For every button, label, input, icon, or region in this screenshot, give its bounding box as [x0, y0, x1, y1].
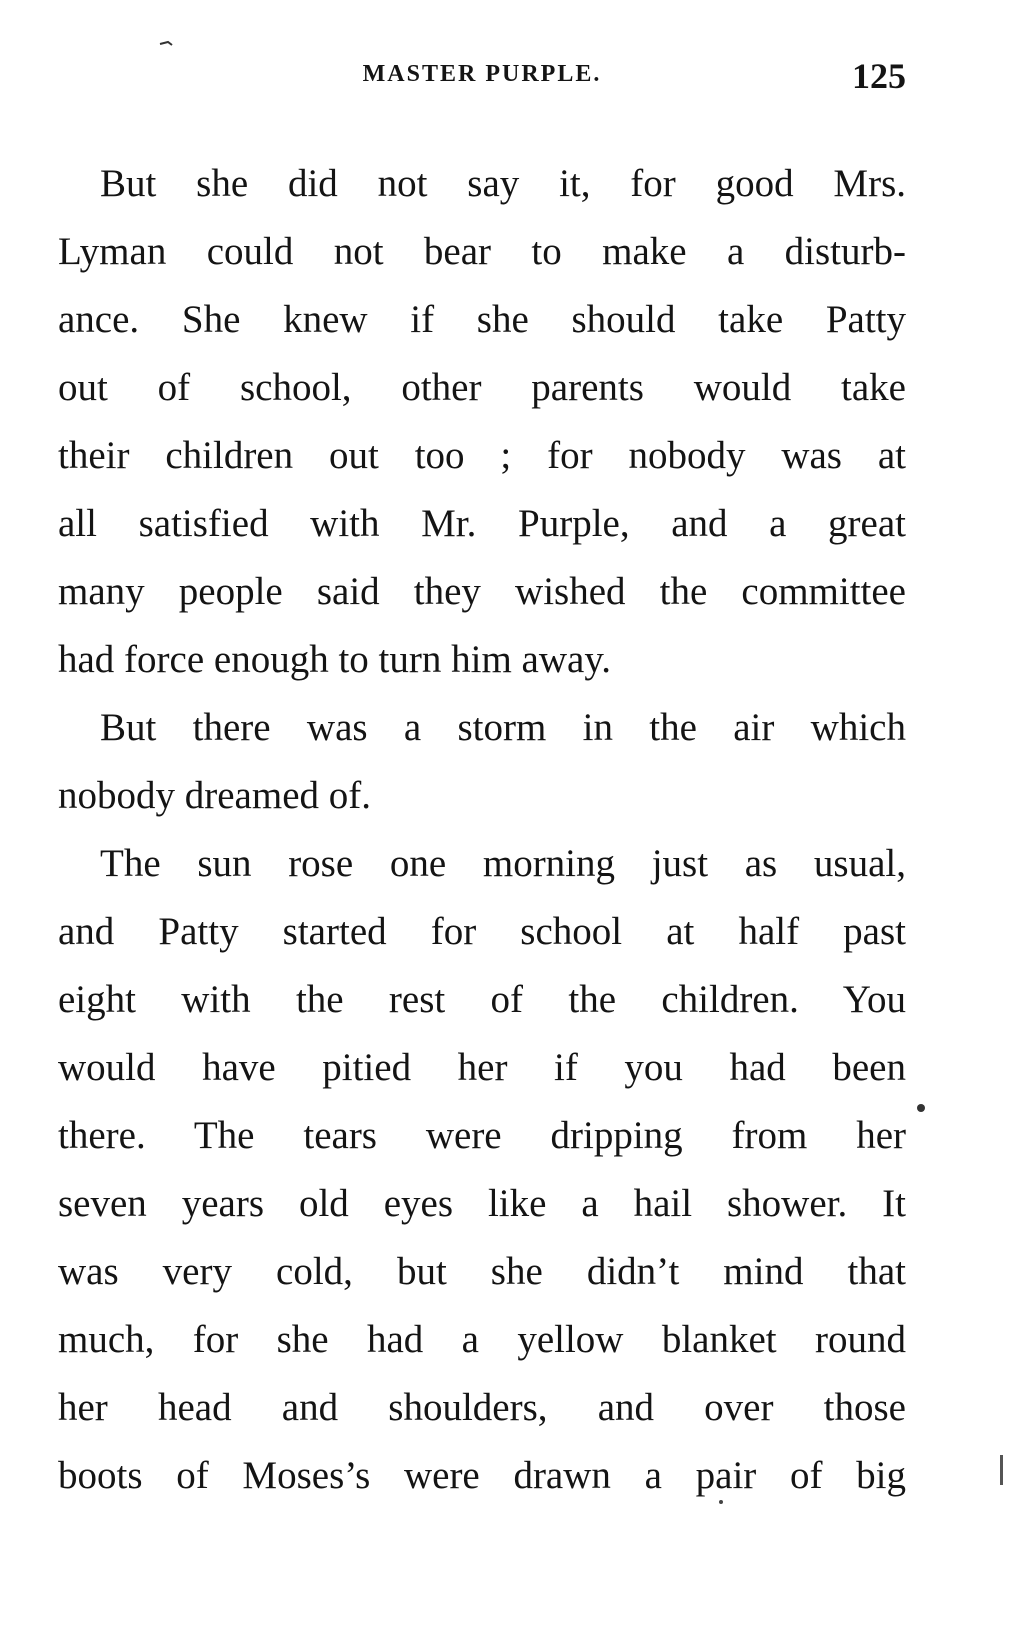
scan-speck	[160, 42, 172, 45]
text-line: many people said they wished the committee	[58, 570, 906, 613]
text-line: ance. She knew if she should take Patty	[58, 298, 906, 341]
text-line: Lyman could not bear to make a disturb-	[58, 230, 906, 273]
text-line: nobody dreamed of.	[58, 774, 371, 817]
text-line: was very cold, but she didn’t mind that	[58, 1250, 906, 1293]
body-text	[58, 150, 906, 1510]
text-line: their children out too ; for nobody was at	[58, 434, 906, 477]
text-line: But she did not say it, for good Mrs.	[100, 162, 906, 205]
running-head	[58, 55, 906, 95]
text-line: much, for she had a yellow blanket round	[58, 1318, 906, 1361]
text-line: eight with the rest of the children. You	[58, 978, 906, 1021]
text-line: her head and shoulders, and over those	[58, 1386, 906, 1429]
text-line: seven years old eyes like a hail shower. It	[58, 1182, 906, 1225]
page-number: 125	[852, 56, 906, 96]
text-line: The sun rose one morning just as usual,	[100, 842, 906, 885]
text-line: But there was a storm in the air which	[100, 706, 906, 749]
scan-speck	[1000, 1455, 1003, 1485]
scan-speck	[917, 1104, 925, 1112]
text-line: out of school, other parents would take	[58, 366, 906, 409]
text-line: would have pitied her if you had been	[58, 1046, 906, 1089]
running-title: MASTER PURPLE.	[362, 61, 602, 87]
text-line: there. The tears were dripping from her	[58, 1114, 906, 1157]
text-line: all satisfied with Mr. Purple, and a great	[58, 502, 906, 545]
text-line: boots of Moses’s were drawn a pair of big	[58, 1454, 906, 1497]
text-line: and Patty started for school at half past	[58, 910, 906, 953]
text-line: had force enough to turn him away.	[58, 638, 612, 681]
